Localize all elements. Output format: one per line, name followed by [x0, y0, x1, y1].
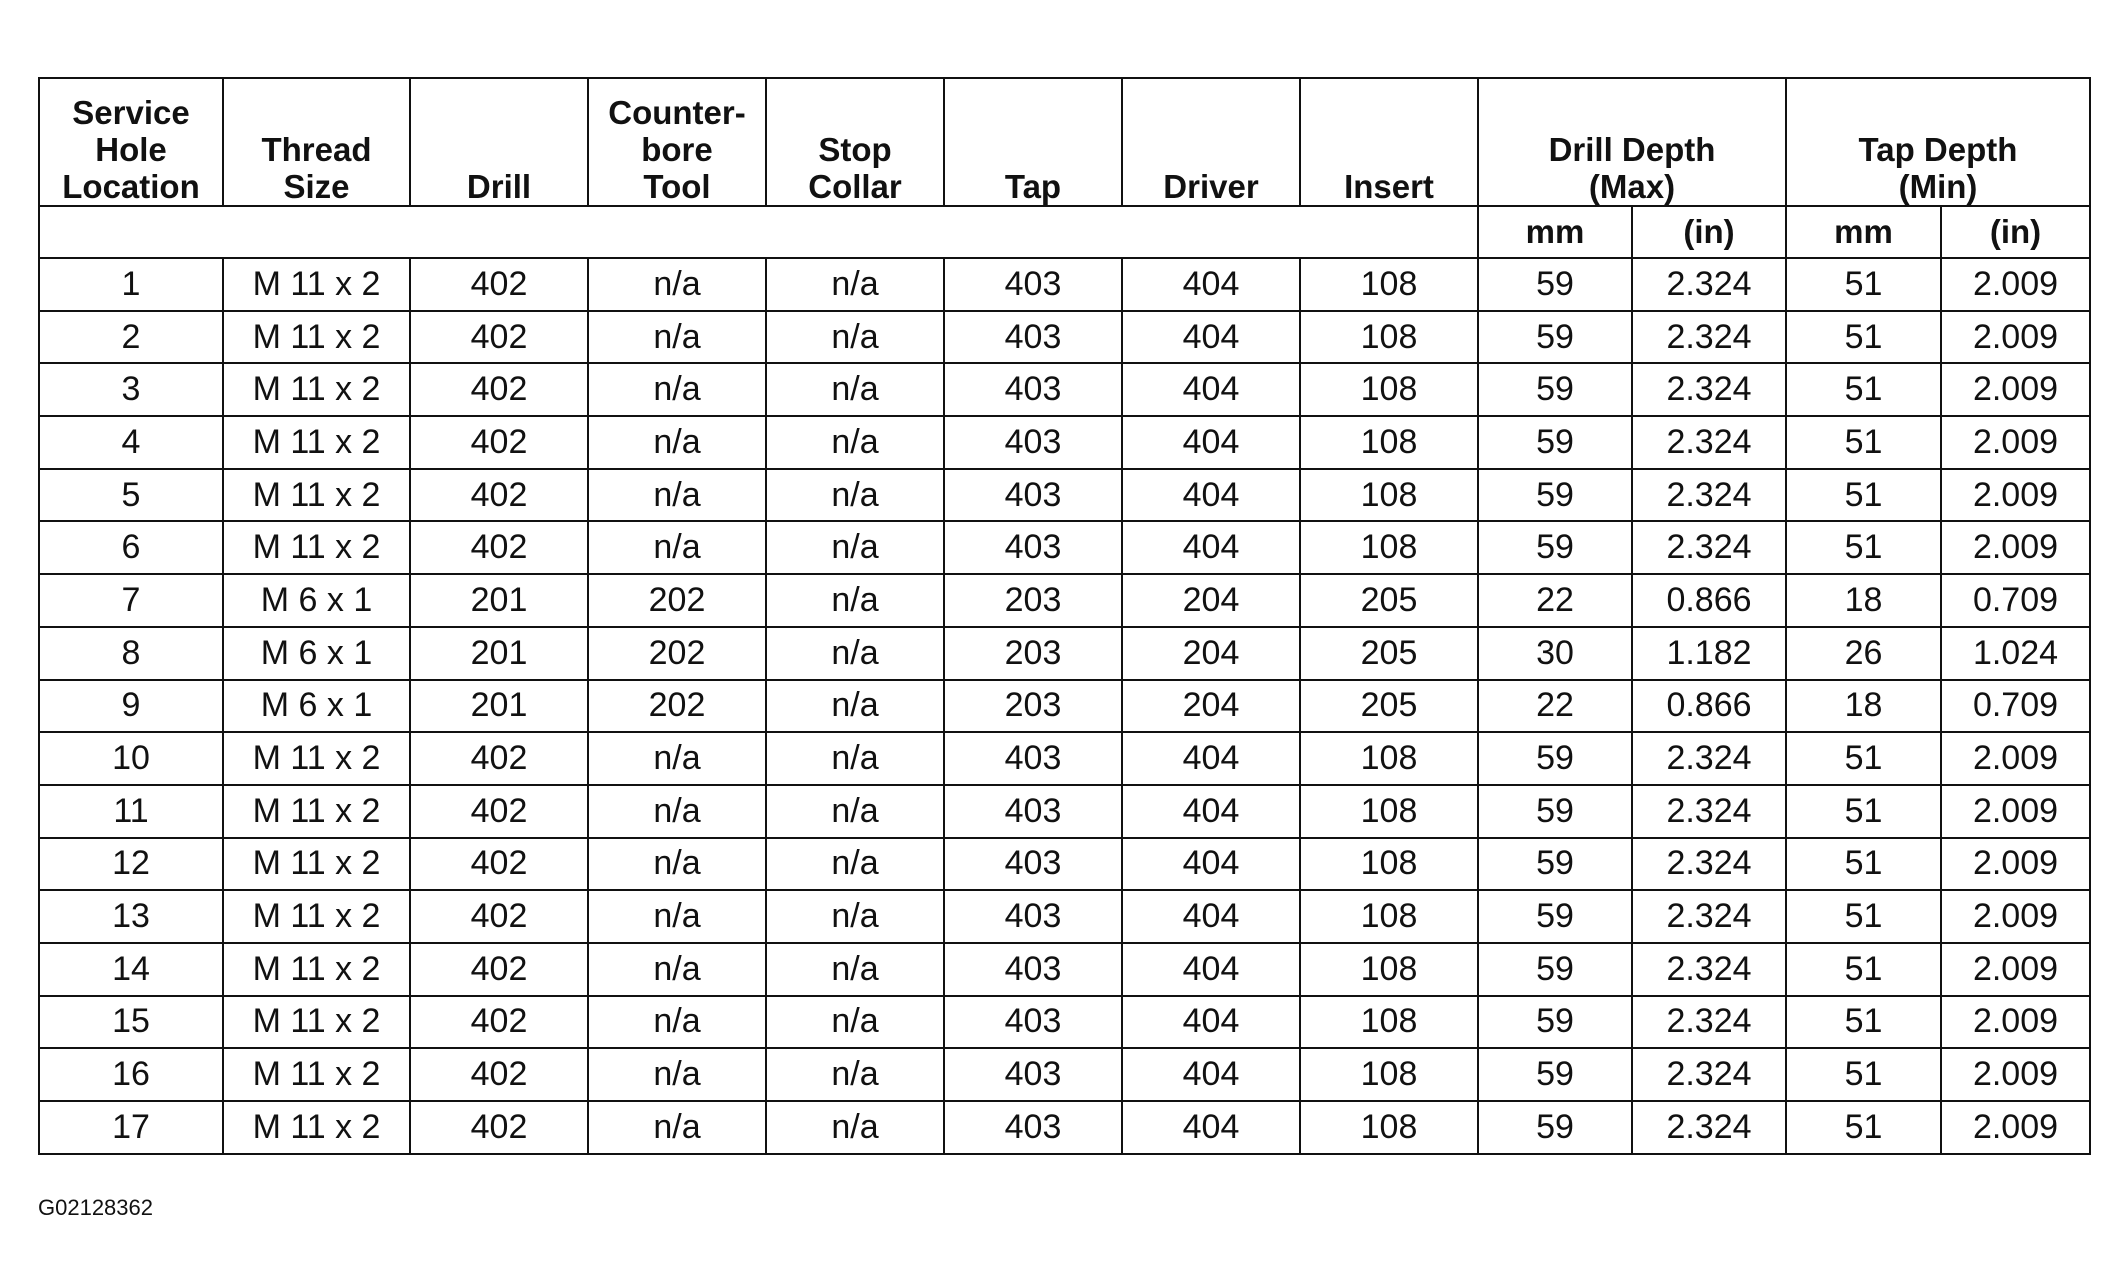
cell-drill-depth-mm: 22	[1478, 680, 1632, 733]
cell-insert: 108	[1300, 838, 1478, 891]
table-row	[39, 1048, 2090, 1101]
cell-thread-size: M 11 x 2	[223, 1048, 410, 1101]
cell-thread-size: M 6 x 1	[223, 627, 410, 680]
table-row	[39, 996, 2090, 1049]
cell-tap-depth-mm: 51	[1786, 521, 1941, 574]
cell-drill-depth-mm: 59	[1478, 521, 1632, 574]
cell-insert: 108	[1300, 469, 1478, 522]
cell-thread-size: M 11 x 2	[223, 416, 410, 469]
cell-tap-depth-mm: 51	[1786, 732, 1941, 785]
unit-tap-in: (in)	[1941, 206, 2090, 258]
cell-tap-depth-mm: 51	[1786, 1048, 1941, 1101]
cell-location: 10	[39, 732, 223, 785]
cell-insert: 108	[1300, 890, 1478, 943]
table-row	[39, 521, 2090, 574]
cell-insert: 205	[1300, 574, 1478, 627]
cell-tap-depth-mm: 51	[1786, 785, 1941, 838]
cell-tap-depth-mm: 51	[1786, 363, 1941, 416]
cell-drill-depth-in: 1.182	[1632, 627, 1786, 680]
table-row	[39, 890, 2090, 943]
table-row	[39, 680, 2090, 733]
cell-drill-depth-in: 2.324	[1632, 890, 1786, 943]
cell-counterbore-tool: n/a	[588, 1101, 766, 1154]
cell-drill-depth-mm: 59	[1478, 943, 1632, 996]
unit-tap-mm: mm	[1786, 206, 1941, 258]
cell-location: 17	[39, 1101, 223, 1154]
cell-thread-size: M 11 x 2	[223, 521, 410, 574]
cell-insert: 108	[1300, 416, 1478, 469]
cell-tap-depth-in: 1.024	[1941, 627, 2090, 680]
header-stop-collar: Stop Collar	[766, 78, 944, 206]
cell-counterbore-tool: 202	[588, 627, 766, 680]
cell-counterbore-tool: n/a	[588, 1048, 766, 1101]
cell-location: 2	[39, 311, 223, 364]
header-drill-depth: Drill Depth (Max)	[1478, 78, 1786, 206]
table-row	[39, 943, 2090, 996]
cell-drill-depth-mm: 59	[1478, 469, 1632, 522]
cell-drill-depth-mm: 59	[1478, 996, 1632, 1049]
cell-tap: 403	[944, 996, 1122, 1049]
cell-counterbore-tool: n/a	[588, 521, 766, 574]
table-row	[39, 258, 2090, 311]
cell-tap-depth-mm: 51	[1786, 890, 1941, 943]
cell-driver: 404	[1122, 1101, 1300, 1154]
cell-tap-depth-in: 2.009	[1941, 416, 2090, 469]
cell-tap: 203	[944, 680, 1122, 733]
table-row	[39, 574, 2090, 627]
cell-tap-depth-in: 2.009	[1941, 258, 2090, 311]
cell-counterbore-tool: n/a	[588, 469, 766, 522]
cell-location: 13	[39, 890, 223, 943]
cell-location: 5	[39, 469, 223, 522]
cell-stop-collar: n/a	[766, 258, 944, 311]
cell-driver: 404	[1122, 785, 1300, 838]
cell-drill-depth-in: 0.866	[1632, 680, 1786, 733]
cell-counterbore-tool: n/a	[588, 311, 766, 364]
cell-drill-depth-mm: 59	[1478, 732, 1632, 785]
cell-tap-depth-in: 2.009	[1941, 838, 2090, 891]
cell-location: 8	[39, 627, 223, 680]
cell-driver: 204	[1122, 574, 1300, 627]
cell-stop-collar: n/a	[766, 732, 944, 785]
cell-thread-size: M 11 x 2	[223, 363, 410, 416]
cell-tap: 203	[944, 627, 1122, 680]
cell-location: 9	[39, 680, 223, 733]
cell-location: 6	[39, 521, 223, 574]
cell-tap-depth-in: 2.009	[1941, 996, 2090, 1049]
cell-stop-collar: n/a	[766, 785, 944, 838]
cell-tap-depth-mm: 51	[1786, 311, 1941, 364]
cell-insert: 108	[1300, 996, 1478, 1049]
table-row	[39, 416, 2090, 469]
cell-drill-depth-in: 2.324	[1632, 943, 1786, 996]
cell-drill-depth-in: 2.324	[1632, 469, 1786, 522]
cell-tap-depth-in: 2.009	[1941, 943, 2090, 996]
cell-insert: 108	[1300, 258, 1478, 311]
cell-tap-depth-in: 0.709	[1941, 574, 2090, 627]
cell-tap: 403	[944, 469, 1122, 522]
cell-drill-depth-in: 2.324	[1632, 785, 1786, 838]
cell-thread-size: M 11 x 2	[223, 838, 410, 891]
unit-drill-in: (in)	[1632, 206, 1786, 258]
cell-insert: 108	[1300, 1048, 1478, 1101]
cell-driver: 404	[1122, 469, 1300, 522]
cell-thread-size: M 11 x 2	[223, 258, 410, 311]
cell-thread-size: M 6 x 1	[223, 680, 410, 733]
cell-drill: 402	[410, 890, 588, 943]
cell-drill: 402	[410, 838, 588, 891]
cell-drill-depth-in: 2.324	[1632, 1048, 1786, 1101]
cell-stop-collar: n/a	[766, 838, 944, 891]
cell-counterbore-tool: 202	[588, 574, 766, 627]
cell-drill: 402	[410, 785, 588, 838]
cell-drill-depth-in: 2.324	[1632, 363, 1786, 416]
cell-insert: 205	[1300, 627, 1478, 680]
cell-driver: 404	[1122, 521, 1300, 574]
cell-drill-depth-mm: 59	[1478, 785, 1632, 838]
cell-drill: 201	[410, 627, 588, 680]
cell-driver: 404	[1122, 996, 1300, 1049]
cell-drill-depth-mm: 59	[1478, 416, 1632, 469]
cell-insert: 108	[1300, 785, 1478, 838]
cell-tap: 403	[944, 521, 1122, 574]
cell-drill-depth-in: 2.324	[1632, 732, 1786, 785]
cell-thread-size: M 11 x 2	[223, 996, 410, 1049]
cell-driver: 404	[1122, 943, 1300, 996]
cell-drill-depth-mm: 59	[1478, 258, 1632, 311]
cell-driver: 404	[1122, 416, 1300, 469]
cell-driver: 204	[1122, 627, 1300, 680]
units-row	[39, 206, 2090, 258]
cell-counterbore-tool: n/a	[588, 996, 766, 1049]
table-row	[39, 1101, 2090, 1154]
cell-counterbore-tool: n/a	[588, 732, 766, 785]
cell-tap: 403	[944, 416, 1122, 469]
cell-tap: 403	[944, 890, 1122, 943]
cell-drill-depth-in: 2.324	[1632, 838, 1786, 891]
cell-stop-collar: n/a	[766, 890, 944, 943]
cell-drill-depth-in: 2.324	[1632, 996, 1786, 1049]
cell-tap: 403	[944, 363, 1122, 416]
cell-tap: 403	[944, 258, 1122, 311]
cell-tap: 403	[944, 838, 1122, 891]
cell-counterbore-tool: n/a	[588, 838, 766, 891]
cell-counterbore-tool: n/a	[588, 363, 766, 416]
cell-tap-depth-mm: 51	[1786, 258, 1941, 311]
cell-counterbore-tool: 202	[588, 680, 766, 733]
cell-tap-depth-mm: 51	[1786, 469, 1941, 522]
cell-drill: 402	[410, 996, 588, 1049]
header-row	[39, 78, 2090, 206]
cell-drill: 402	[410, 416, 588, 469]
cell-thread-size: M 11 x 2	[223, 1101, 410, 1154]
header-insert: Insert	[1300, 78, 1478, 206]
cell-stop-collar: n/a	[766, 521, 944, 574]
cell-drill-depth-mm: 59	[1478, 1048, 1632, 1101]
cell-drill-depth-mm: 59	[1478, 838, 1632, 891]
cell-tap-depth-in: 2.009	[1941, 311, 2090, 364]
cell-stop-collar: n/a	[766, 311, 944, 364]
cell-insert: 108	[1300, 311, 1478, 364]
cell-tap-depth-mm: 26	[1786, 627, 1941, 680]
cell-tap-depth-mm: 51	[1786, 838, 1941, 891]
cell-tap-depth-in: 2.009	[1941, 363, 2090, 416]
cell-drill: 402	[410, 363, 588, 416]
header-tap: Tap	[944, 78, 1122, 206]
cell-driver: 404	[1122, 838, 1300, 891]
specification-table	[38, 77, 2091, 1155]
cell-tap: 403	[944, 732, 1122, 785]
cell-tap: 403	[944, 785, 1122, 838]
header-thread-size: Thread Size	[223, 78, 410, 206]
cell-counterbore-tool: n/a	[588, 943, 766, 996]
cell-stop-collar: n/a	[766, 996, 944, 1049]
header-location: Service Hole Location	[39, 78, 223, 206]
cell-thread-size: M 6 x 1	[223, 574, 410, 627]
header-driver: Driver	[1122, 78, 1300, 206]
unit-drill-mm: mm	[1478, 206, 1632, 258]
table-row	[39, 785, 2090, 838]
cell-insert: 108	[1300, 521, 1478, 574]
cell-tap-depth-mm: 18	[1786, 574, 1941, 627]
cell-driver: 404	[1122, 363, 1300, 416]
cell-tap-depth-in: 2.009	[1941, 521, 2090, 574]
cell-driver: 404	[1122, 1048, 1300, 1101]
header-drill: Drill	[410, 78, 588, 206]
cell-drill-depth-in: 2.324	[1632, 416, 1786, 469]
cell-insert: 205	[1300, 680, 1478, 733]
header-tap-depth: Tap Depth (Min)	[1786, 78, 2090, 206]
cell-thread-size: M 11 x 2	[223, 943, 410, 996]
cell-driver: 404	[1122, 732, 1300, 785]
cell-tap-depth-in: 2.009	[1941, 1101, 2090, 1154]
cell-location: 15	[39, 996, 223, 1049]
cell-tap-depth-in: 2.009	[1941, 469, 2090, 522]
cell-drill: 402	[410, 469, 588, 522]
figure-code: G02128362	[38, 1195, 153, 1220]
cell-counterbore-tool: n/a	[588, 890, 766, 943]
cell-drill-depth-mm: 59	[1478, 363, 1632, 416]
table-row	[39, 732, 2090, 785]
cell-location: 11	[39, 785, 223, 838]
cell-driver: 204	[1122, 680, 1300, 733]
cell-insert: 108	[1300, 732, 1478, 785]
cell-drill: 201	[410, 574, 588, 627]
cell-location: 7	[39, 574, 223, 627]
cell-tap: 403	[944, 1048, 1122, 1101]
cell-drill: 402	[410, 258, 588, 311]
cell-drill-depth-in: 2.324	[1632, 311, 1786, 364]
cell-stop-collar: n/a	[766, 1101, 944, 1154]
cell-drill-depth-mm: 59	[1478, 890, 1632, 943]
cell-stop-collar: n/a	[766, 627, 944, 680]
cell-stop-collar: n/a	[766, 469, 944, 522]
cell-tap-depth-mm: 51	[1786, 416, 1941, 469]
cell-drill: 402	[410, 1101, 588, 1154]
cell-stop-collar: n/a	[766, 680, 944, 733]
cell-tap-depth-in: 0.709	[1941, 680, 2090, 733]
cell-drill: 402	[410, 943, 588, 996]
cell-thread-size: M 11 x 2	[223, 890, 410, 943]
cell-driver: 404	[1122, 890, 1300, 943]
cell-tap: 403	[944, 943, 1122, 996]
cell-drill-depth-mm: 30	[1478, 627, 1632, 680]
cell-drill-depth-in: 0.866	[1632, 574, 1786, 627]
cell-location: 4	[39, 416, 223, 469]
table-row	[39, 311, 2090, 364]
cell-thread-size: M 11 x 2	[223, 785, 410, 838]
cell-location: 1	[39, 258, 223, 311]
cell-drill: 402	[410, 311, 588, 364]
cell-counterbore-tool: n/a	[588, 785, 766, 838]
table-row	[39, 469, 2090, 522]
cell-thread-size: M 11 x 2	[223, 469, 410, 522]
cell-location: 16	[39, 1048, 223, 1101]
cell-tap-depth-in: 2.009	[1941, 1048, 2090, 1101]
cell-drill: 402	[410, 732, 588, 785]
cell-thread-size: M 11 x 2	[223, 311, 410, 364]
cell-tap: 203	[944, 574, 1122, 627]
cell-drill-depth-mm: 22	[1478, 574, 1632, 627]
cell-drill: 402	[410, 1048, 588, 1101]
cell-tap-depth-in: 2.009	[1941, 785, 2090, 838]
cell-driver: 404	[1122, 311, 1300, 364]
cell-insert: 108	[1300, 1101, 1478, 1154]
cell-driver: 404	[1122, 258, 1300, 311]
cell-tap-depth-mm: 51	[1786, 996, 1941, 1049]
cell-drill-depth-mm: 59	[1478, 311, 1632, 364]
cell-tap: 403	[944, 311, 1122, 364]
cell-tap-depth-mm: 18	[1786, 680, 1941, 733]
cell-insert: 108	[1300, 943, 1478, 996]
cell-stop-collar: n/a	[766, 416, 944, 469]
table-row	[39, 363, 2090, 416]
cell-thread-size: M 11 x 2	[223, 732, 410, 785]
table-row	[39, 627, 2090, 680]
cell-drill-depth-in: 2.324	[1632, 258, 1786, 311]
cell-drill-depth-in: 2.324	[1632, 1101, 1786, 1154]
cell-drill-depth-in: 2.324	[1632, 521, 1786, 574]
cell-tap-depth-in: 2.009	[1941, 890, 2090, 943]
cell-tap: 403	[944, 1101, 1122, 1154]
header-counterbore-tool: Counter- bore Tool	[588, 78, 766, 206]
units-spacer	[39, 206, 1478, 258]
cell-drill-depth-mm: 59	[1478, 1101, 1632, 1154]
cell-stop-collar: n/a	[766, 943, 944, 996]
cell-tap-depth-mm: 51	[1786, 943, 1941, 996]
cell-stop-collar: n/a	[766, 363, 944, 416]
cell-tap-depth-in: 2.009	[1941, 732, 2090, 785]
cell-location: 3	[39, 363, 223, 416]
cell-location: 14	[39, 943, 223, 996]
cell-counterbore-tool: n/a	[588, 258, 766, 311]
cell-tap-depth-mm: 51	[1786, 1101, 1941, 1154]
table-row	[39, 838, 2090, 891]
cell-drill: 201	[410, 680, 588, 733]
cell-insert: 108	[1300, 363, 1478, 416]
table-body	[39, 258, 2090, 1154]
cell-location: 12	[39, 838, 223, 891]
cell-stop-collar: n/a	[766, 1048, 944, 1101]
cell-stop-collar: n/a	[766, 574, 944, 627]
cell-drill: 402	[410, 521, 588, 574]
cell-counterbore-tool: n/a	[588, 416, 766, 469]
